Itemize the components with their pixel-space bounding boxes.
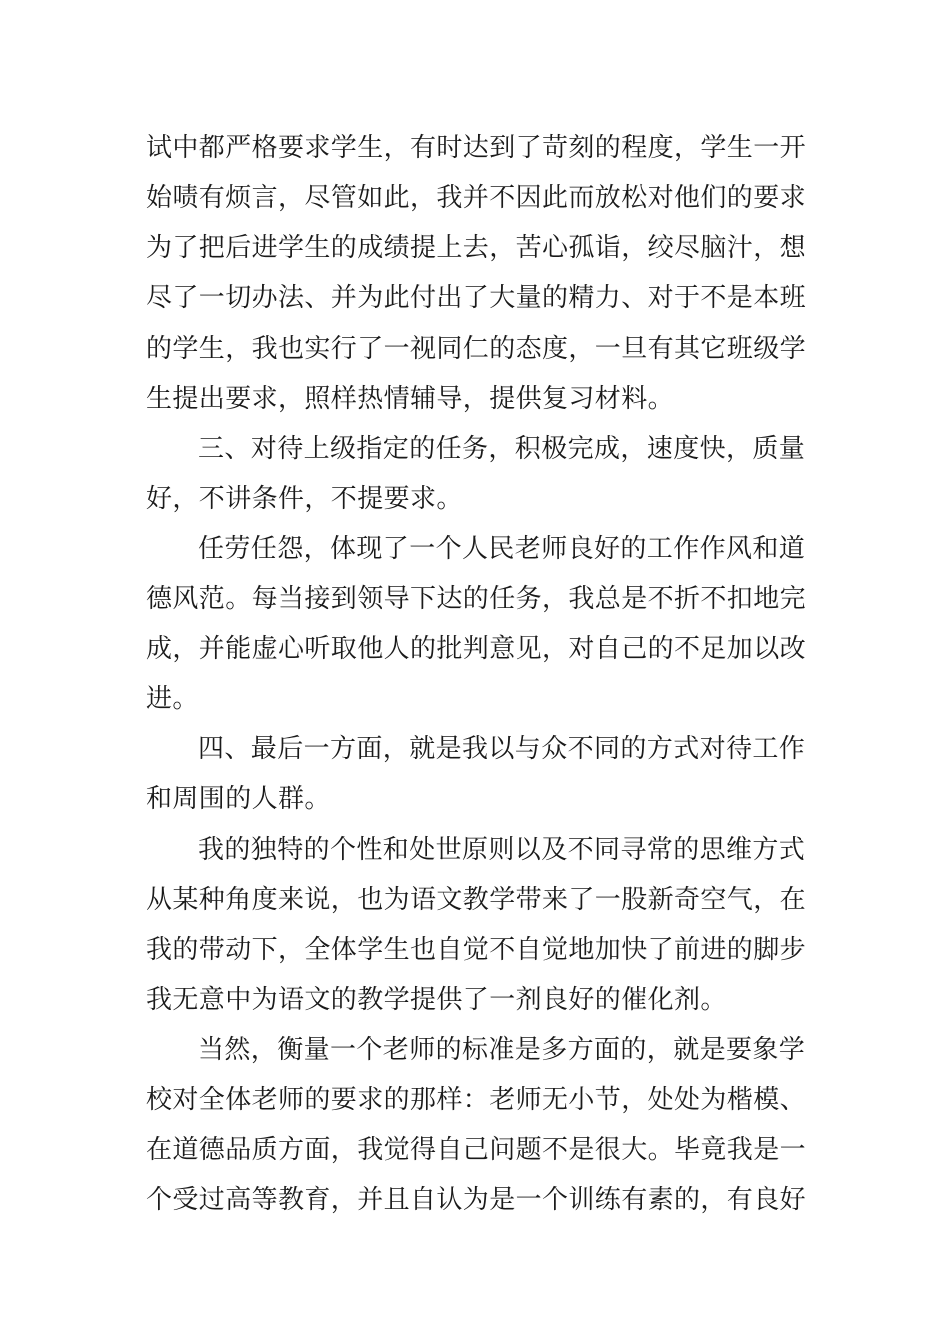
text-line: 生提出要求，照样热情辅导，提供复习材料。 [146, 384, 675, 414]
text-line: 成，并能虚心听取他人的批判意见，对自己的不足加以改 [146, 634, 807, 664]
text-line: 德风范。每当接到领导下达的任务，我总是不折不扣地完 [146, 584, 807, 614]
text-line: 校对全体老师的要求的那样：老师无小节，处处为楷模、 [146, 1085, 807, 1115]
text-line: 试中都严格要求学生，有时达到了苛刻的程度，学生一开 [146, 133, 807, 163]
text-line: 在道德品质方面，我觉得自己问题不是很大。毕竟我是一 [146, 1135, 807, 1165]
text-line: 我无意中为语文的教学提供了一剂良好的催化剂。 [146, 985, 727, 1015]
text-line: 我的带动下，全体学生也自觉不自觉地加快了前进的脚步 [146, 935, 807, 965]
text-line: 始啧有烦言，尽管如此，我并不因此而放松对他们的要求 [146, 183, 807, 213]
paragraph-first-line: 任劳任怨，体现了一个人民老师良好的工作作风和道 [198, 534, 806, 564]
text-line: 个受过高等教育，并且自认为是一个训练有素的，有良好 [146, 1185, 807, 1215]
text-line: 进。 [146, 684, 199, 714]
paragraph-first-line: 三、对待上级指定的任务，积极完成，速度快，质量 [198, 434, 806, 464]
paragraph-first-line: 我的独特的个性和处世原则以及不同寻常的思维方式 [198, 835, 806, 865]
text-line: 的学生，我也实行了一视同仁的态度，一旦有其它班级学 [146, 334, 807, 364]
text-line: 为了把后进学生的成绩提上去，苦心孤诣，绞尽脑汁，想 [146, 233, 807, 263]
text-line: 好，不讲条件，不提要求。 [146, 484, 463, 514]
text-line: 和周围的人群。 [146, 784, 331, 814]
paragraph-first-line: 当然，衡量一个老师的标准是多方面的，就是要象学 [198, 1035, 806, 1065]
text-line: 尽了一切办法、并为此付出了大量的精力、对于不是本班 [146, 283, 807, 313]
paragraph-first-line: 四、最后一方面，就是我以与众不同的方式对待工作 [198, 734, 806, 764]
text-line: 从某种角度来说，也为语文教学带来了一股新奇空气，在 [146, 885, 807, 915]
